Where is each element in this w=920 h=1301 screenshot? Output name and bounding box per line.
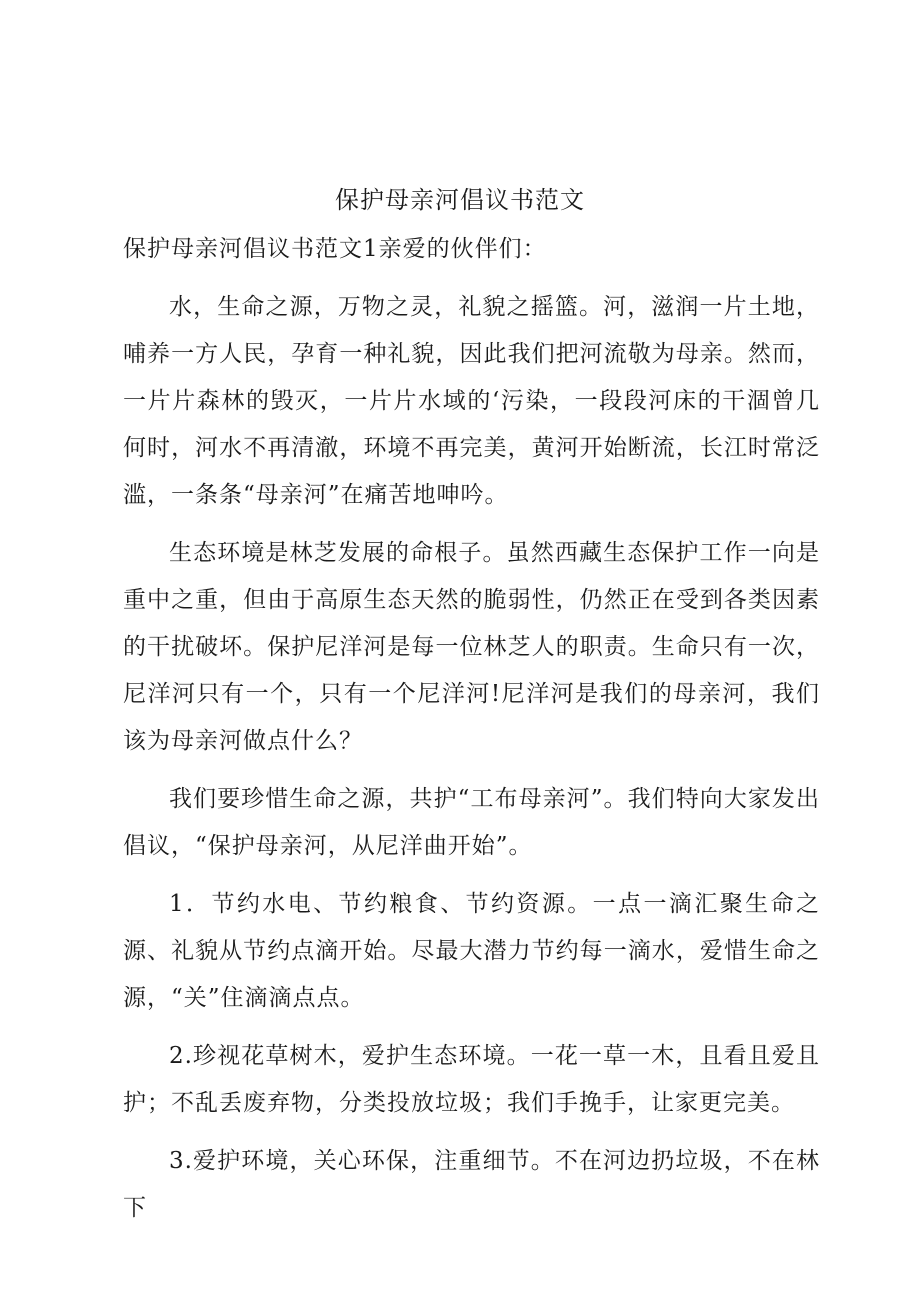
list-item: 2.珍视花草树木，爱护生态环境。一花一草一木，且看且爱且护；不乱丢废弃物，分类投放垃圾；我们手挽手，让家更完美。 bbox=[123, 1043, 820, 1116]
list-item: 3.爱护环境，关心环保，注重细节。不在河边扔垃圾，不在林下 bbox=[123, 1148, 820, 1221]
intro-line: 保护母亲河倡议书范文1亲爱的伙伴们： bbox=[123, 236, 547, 262]
paragraph: 生态环境是林芝发展的命根子。虽然西藏生态保护工作一向是重中之重，但由于高原生态天然的脆弱性，仍然正在受到各类因素的干扰破坏。保护尼洋河是每一位林芝人的职责。生命只有一次，尼洋河只有一个，只有一个尼洋河!尼洋河是我们的母亲河，我们该为母亲河做点什么？ bbox=[123, 540, 820, 754]
paragraph: 我们要珍惜生命之源，共护“工布母亲河”。我们特向大家发出倡议，“保护母亲河，从尼洋曲开始”。 bbox=[123, 786, 820, 859]
document-title: 保护母亲河倡议书范文 bbox=[335, 186, 585, 214]
paragraph: 水，生命之源，万物之灵，礼貌之摇篮。河，滋润一片土地，哺养一方人民，孕育一种礼貌，因此我们把河流敬为母亲。然而，一片片森林的毁灭，一片片水域的‘污染，一段段河床的干涸曾几何时，河水不再清澈，环境不再完美，黄河开始断流，长江时常泛滥，一条条“母亲河”在痛苦地呻吟。 bbox=[123, 294, 820, 508]
document-body bbox=[123, 226, 820, 1243]
list-item: 1．节约水电、节约粮食、节约资源。一点一滴汇聚生命之源、礼貌从节约点滴开始。尽最大潜力节约每一滴水，爱惜生命之源，“关”住滴滴点点。 bbox=[123, 891, 820, 1011]
